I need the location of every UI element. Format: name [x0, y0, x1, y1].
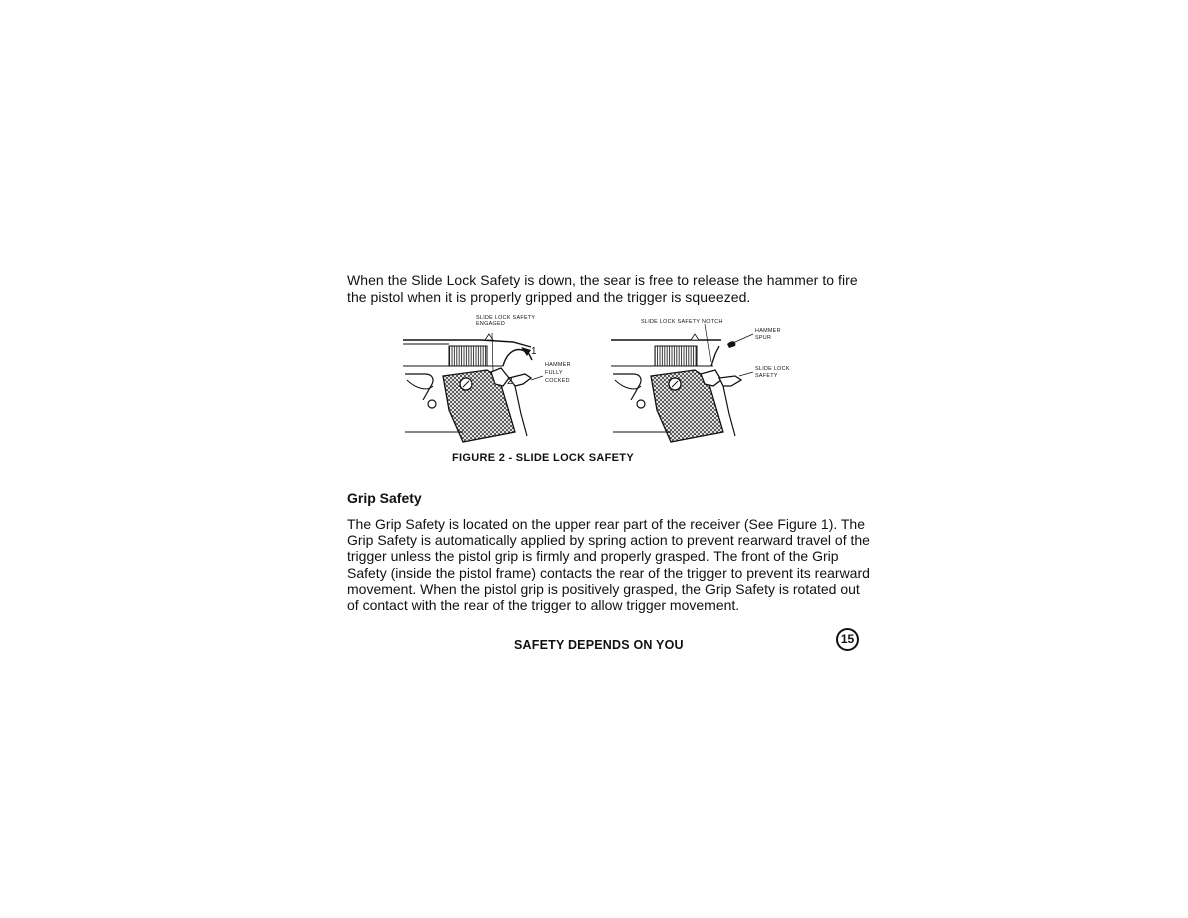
figure-2-illustration [403, 314, 815, 450]
left-pistol-drawing [403, 333, 543, 442]
callout-number-2: 2 [507, 376, 513, 387]
figure-caption: FIGURE 2 - SLIDE LOCK SAFETY [452, 452, 634, 464]
section-body: The Grip Safety is located on the upper rear part of the receiver (See Figure 1). The Grip Safety is automatically applied by spring action to prevent rearward travel of the trigger unless the pistol grip is firmly and properly grasped. The front of the Grip Safety (inside the pistol frame) contacts the rear of the trigger to prevent its rearward movement. When the pistol grip is positively grasped, the Grip Safety is rotated out of contact with the rear of the trigger to allow trigger movement. [347, 516, 870, 614]
label-slide-lock-safety-2: SAFETY [755, 373, 778, 379]
label-slide-lock-safety-engaged-2: ENGAGED [476, 321, 506, 327]
right-pistol-drawing [611, 324, 753, 442]
label-hammer-fully-cocked-2: FULLY [545, 370, 563, 376]
intro-paragraph: When the Slide Lock Safety is down, the sear is free to release the hammer to fire the pistol when it is properly gripped and the trigger is squeezed. [347, 272, 858, 305]
figure-2 [403, 314, 815, 450]
label-hammer-fully-cocked-1: HAMMER [545, 362, 571, 368]
section-heading: Grip Safety [347, 490, 422, 506]
label-hammer-spur-2: SPUR [755, 335, 772, 341]
label-slide-lock-safety-1: SLIDE LOCK [755, 366, 790, 372]
label-slide-lock-safety-notch: SLIDE LOCK SAFETY NOTCH [641, 319, 723, 325]
label-hammer-spur-1: HAMMER [755, 328, 781, 334]
callout-number-1: 1 [531, 346, 537, 357]
footer-text: SAFETY DEPENDS ON YOU [514, 638, 684, 652]
label-hammer-fully-cocked-3: COCKED [545, 378, 570, 384]
page-number-badge: 15 [836, 628, 859, 651]
manual-page [347, 272, 872, 657]
label-slide-lock-safety-engaged-1: SLIDE LOCK SAFETY [476, 315, 536, 321]
